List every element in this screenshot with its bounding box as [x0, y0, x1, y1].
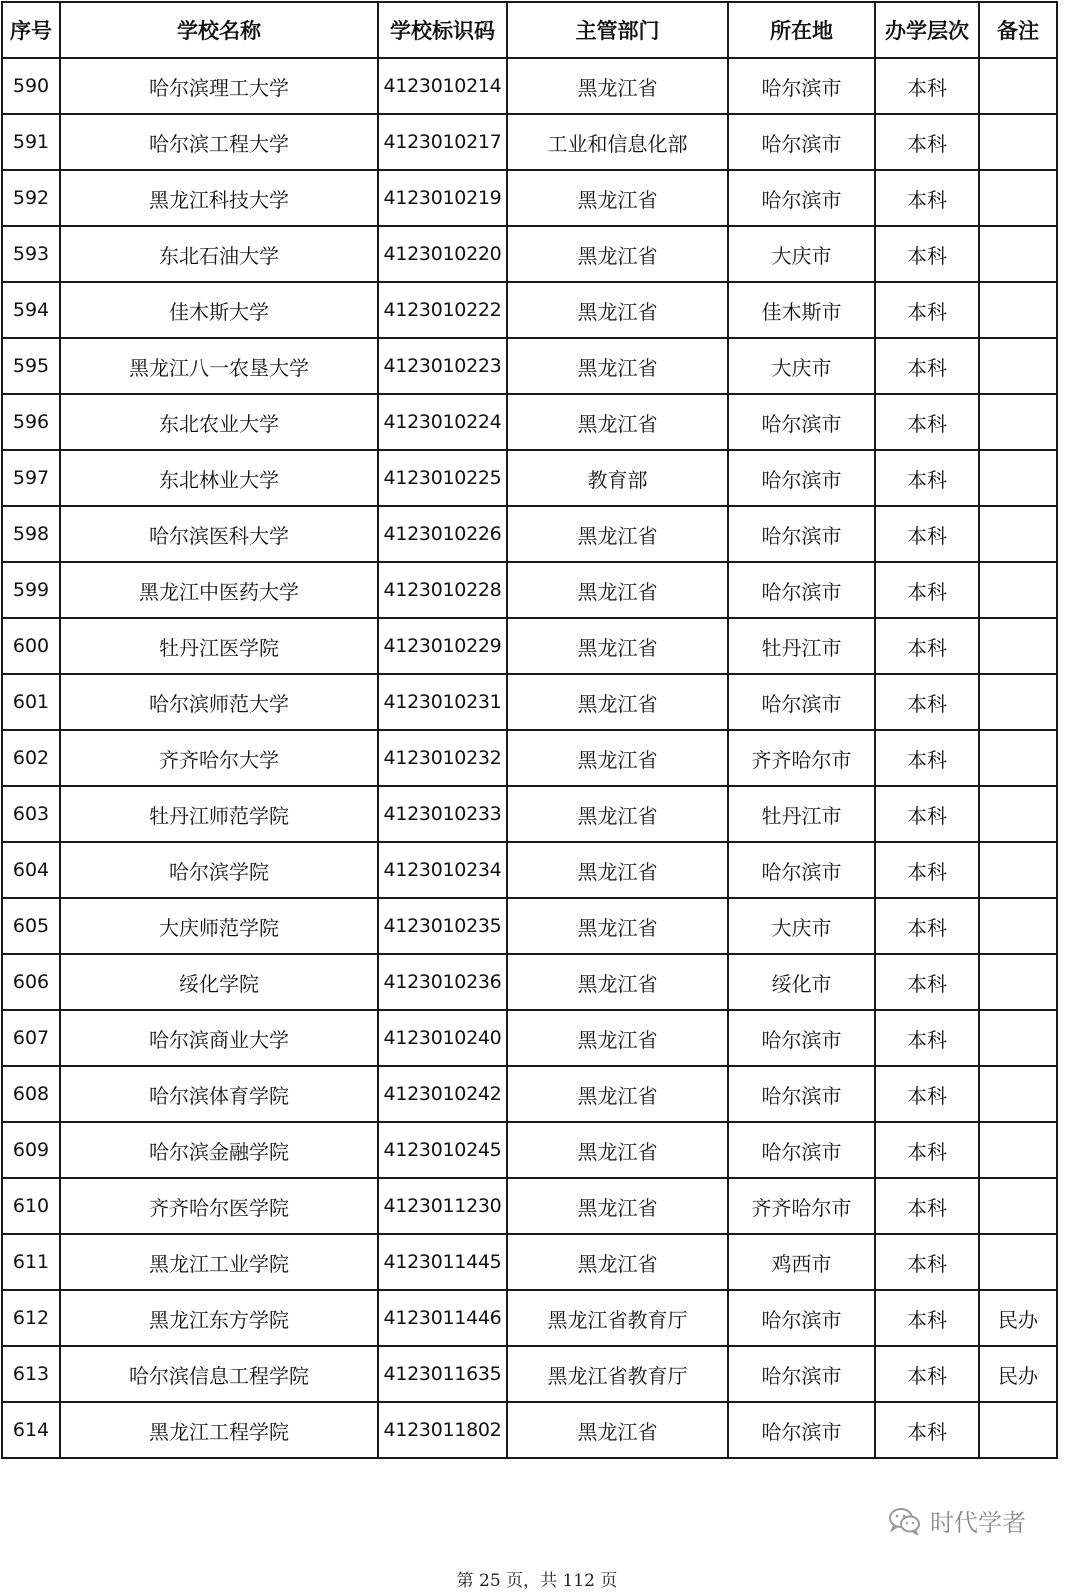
cell-remarks	[979, 1402, 1057, 1458]
cell-location: 鸡西市	[728, 1234, 875, 1290]
cell-department: 黑龙江省	[507, 58, 728, 114]
table-row	[2, 1234, 1057, 1290]
cell-index: 598	[2, 506, 60, 562]
cell-department: 黑龙江省	[507, 282, 728, 338]
cell-school-code: 4123010240	[378, 1010, 507, 1066]
cell-location: 齐齐哈尔市	[728, 1178, 875, 1234]
cell-school-name: 牡丹江医学院	[60, 618, 378, 674]
cell-index: 599	[2, 562, 60, 618]
cell-index: 592	[2, 170, 60, 226]
cell-department: 黑龙江省	[507, 170, 728, 226]
cell-level: 本科	[875, 674, 979, 730]
cell-location: 牡丹江市	[728, 618, 875, 674]
cell-remarks	[979, 562, 1057, 618]
table-body	[2, 58, 1057, 1458]
cell-level: 本科	[875, 842, 979, 898]
cell-remarks	[979, 1178, 1057, 1234]
table-row	[2, 618, 1057, 674]
cell-remarks	[979, 1122, 1057, 1178]
cell-school-code: 4123010231	[378, 674, 507, 730]
cell-department: 黑龙江省	[507, 394, 728, 450]
cell-level: 本科	[875, 170, 979, 226]
cell-school-name: 东北农业大学	[60, 394, 378, 450]
cell-school-code: 4123010214	[378, 58, 507, 114]
table-row	[2, 1290, 1057, 1346]
cell-remarks	[979, 1010, 1057, 1066]
cell-level: 本科	[875, 1234, 979, 1290]
cell-department: 黑龙江省	[507, 338, 728, 394]
cell-index: 611	[2, 1234, 60, 1290]
cell-level: 本科	[875, 1010, 979, 1066]
cell-department: 黑龙江省	[507, 562, 728, 618]
table-row	[2, 1122, 1057, 1178]
table-row	[2, 226, 1057, 282]
cell-department: 黑龙江省	[507, 506, 728, 562]
cell-level: 本科	[875, 58, 979, 114]
cell-school-name: 齐齐哈尔大学	[60, 730, 378, 786]
cell-school-name: 哈尔滨信息工程学院	[60, 1346, 378, 1402]
cell-level: 本科	[875, 506, 979, 562]
cell-remarks	[979, 1066, 1057, 1122]
cell-level: 本科	[875, 898, 979, 954]
cell-department: 黑龙江省	[507, 618, 728, 674]
cell-location: 哈尔滨市	[728, 1122, 875, 1178]
cell-school-name: 哈尔滨体育学院	[60, 1066, 378, 1122]
table-row	[2, 898, 1057, 954]
table-row	[2, 1402, 1057, 1458]
cell-remarks: 民办	[979, 1290, 1057, 1346]
cell-remarks	[979, 226, 1057, 282]
cell-index: 591	[2, 114, 60, 170]
cell-school-name: 佳木斯大学	[60, 282, 378, 338]
cell-location: 齐齐哈尔市	[728, 730, 875, 786]
cell-location: 哈尔滨市	[728, 1010, 875, 1066]
cell-level: 本科	[875, 1066, 979, 1122]
cell-school-code: 4123011635	[378, 1346, 507, 1402]
cell-index: 601	[2, 674, 60, 730]
cell-index: 603	[2, 786, 60, 842]
cell-remarks	[979, 394, 1057, 450]
cell-department: 黑龙江省	[507, 898, 728, 954]
table-row	[2, 114, 1057, 170]
cell-index: 597	[2, 450, 60, 506]
cell-location: 哈尔滨市	[728, 58, 875, 114]
cell-school-name: 绥化学院	[60, 954, 378, 1010]
cell-remarks	[979, 954, 1057, 1010]
cell-location: 大庆市	[728, 898, 875, 954]
table-row	[2, 394, 1057, 450]
cell-level: 本科	[875, 954, 979, 1010]
cell-department: 黑龙江省	[507, 1066, 728, 1122]
cell-department: 黑龙江省	[507, 1010, 728, 1066]
cell-school-name: 大庆师范学院	[60, 898, 378, 954]
university-list-table	[1, 1, 1058, 1459]
header-school-code: 学校标识码	[378, 2, 507, 58]
cell-location: 哈尔滨市	[728, 1066, 875, 1122]
cell-school-code: 4123010233	[378, 786, 507, 842]
cell-school-code: 4123010217	[378, 114, 507, 170]
cell-index: 593	[2, 226, 60, 282]
cell-department: 黑龙江省	[507, 1234, 728, 1290]
cell-location: 绥化市	[728, 954, 875, 1010]
cell-location: 哈尔滨市	[728, 842, 875, 898]
header-remarks: 备注	[979, 2, 1057, 58]
cell-school-code: 4123011445	[378, 1234, 507, 1290]
table-row	[2, 1346, 1057, 1402]
cell-index: 614	[2, 1402, 60, 1458]
cell-index: 602	[2, 730, 60, 786]
cell-level: 本科	[875, 1402, 979, 1458]
cell-location: 牡丹江市	[728, 786, 875, 842]
cell-department: 黑龙江省	[507, 1178, 728, 1234]
cell-department: 工业和信息化部	[507, 114, 728, 170]
cell-department: 黑龙江省	[507, 1402, 728, 1458]
cell-index: 607	[2, 1010, 60, 1066]
cell-school-code: 4123010228	[378, 562, 507, 618]
cell-remarks	[979, 58, 1057, 114]
cell-school-code: 4123010235	[378, 898, 507, 954]
cell-school-name: 牡丹江师范学院	[60, 786, 378, 842]
page-footer: 第 25 页，共 112 页	[456, 1571, 618, 1591]
cell-location: 哈尔滨市	[728, 450, 875, 506]
cell-location: 哈尔滨市	[728, 1346, 875, 1402]
table-row	[2, 842, 1057, 898]
header-department: 主管部门	[507, 2, 728, 58]
cell-school-code: 4123011802	[378, 1402, 507, 1458]
cell-department: 黑龙江省	[507, 226, 728, 282]
cell-index: 604	[2, 842, 60, 898]
header-index: 序号	[2, 2, 60, 58]
table-row	[2, 506, 1057, 562]
cell-school-name: 东北石油大学	[60, 226, 378, 282]
cell-level: 本科	[875, 562, 979, 618]
table-row	[2, 282, 1057, 338]
header-location: 所在地	[728, 2, 875, 58]
cell-school-name: 齐齐哈尔医学院	[60, 1178, 378, 1234]
cell-level: 本科	[875, 786, 979, 842]
table-row	[2, 674, 1057, 730]
cell-school-code: 4123010223	[378, 338, 507, 394]
table-header-row	[2, 2, 1057, 58]
cell-department: 黑龙江省	[507, 954, 728, 1010]
cell-school-code: 4123011230	[378, 1178, 507, 1234]
cell-index: 613	[2, 1346, 60, 1402]
cell-department: 黑龙江省教育厅	[507, 1290, 728, 1346]
cell-school-name: 哈尔滨金融学院	[60, 1122, 378, 1178]
cell-remarks	[979, 1234, 1057, 1290]
cell-school-name: 哈尔滨商业大学	[60, 1010, 378, 1066]
cell-location: 佳木斯市	[728, 282, 875, 338]
cell-level: 本科	[875, 730, 979, 786]
wechat-icon	[888, 1507, 922, 1535]
cell-location: 哈尔滨市	[728, 170, 875, 226]
cell-school-code: 4123010245	[378, 1122, 507, 1178]
cell-department: 黑龙江省	[507, 730, 728, 786]
cell-remarks	[979, 898, 1057, 954]
cell-location: 哈尔滨市	[728, 506, 875, 562]
cell-index: 590	[2, 58, 60, 114]
cell-level: 本科	[875, 114, 979, 170]
cell-school-code: 4123010232	[378, 730, 507, 786]
cell-school-name: 哈尔滨理工大学	[60, 58, 378, 114]
cell-index: 612	[2, 1290, 60, 1346]
cell-level: 本科	[875, 394, 979, 450]
cell-department: 黑龙江省	[507, 842, 728, 898]
cell-remarks	[979, 842, 1057, 898]
cell-index: 610	[2, 1178, 60, 1234]
cell-remarks	[979, 786, 1057, 842]
table-row	[2, 954, 1057, 1010]
cell-school-name: 黑龙江科技大学	[60, 170, 378, 226]
cell-location: 大庆市	[728, 338, 875, 394]
cell-remarks	[979, 170, 1057, 226]
cell-level: 本科	[875, 618, 979, 674]
cell-department: 教育部	[507, 450, 728, 506]
cell-location: 哈尔滨市	[728, 114, 875, 170]
table-row	[2, 730, 1057, 786]
table-row	[2, 562, 1057, 618]
cell-location: 大庆市	[728, 226, 875, 282]
cell-level: 本科	[875, 1290, 979, 1346]
cell-school-name: 黑龙江工业学院	[60, 1234, 378, 1290]
cell-school-code: 4123011446	[378, 1290, 507, 1346]
cell-location: 哈尔滨市	[728, 394, 875, 450]
cell-school-code: 4123010236	[378, 954, 507, 1010]
table-row	[2, 58, 1057, 114]
table-row	[2, 338, 1057, 394]
cell-remarks	[979, 506, 1057, 562]
cell-index: 606	[2, 954, 60, 1010]
cell-level: 本科	[875, 226, 979, 282]
cell-school-name: 黑龙江八一农垦大学	[60, 338, 378, 394]
table-row	[2, 1178, 1057, 1234]
cell-school-name: 东北林业大学	[60, 450, 378, 506]
cell-school-code: 4123010220	[378, 226, 507, 282]
cell-level: 本科	[875, 1178, 979, 1234]
cell-school-name: 哈尔滨医科大学	[60, 506, 378, 562]
cell-index: 609	[2, 1122, 60, 1178]
cell-remarks	[979, 282, 1057, 338]
cell-remarks	[979, 674, 1057, 730]
cell-school-name: 黑龙江中医药大学	[60, 562, 378, 618]
cell-index: 605	[2, 898, 60, 954]
cell-remarks	[979, 114, 1057, 170]
cell-level: 本科	[875, 282, 979, 338]
cell-remarks: 民办	[979, 1346, 1057, 1402]
cell-level: 本科	[875, 1346, 979, 1402]
cell-remarks	[979, 618, 1057, 674]
watermark-text: 时代学者	[930, 1509, 1026, 1537]
cell-department: 黑龙江省	[507, 786, 728, 842]
cell-department: 黑龙江省教育厅	[507, 1346, 728, 1402]
cell-remarks	[979, 338, 1057, 394]
cell-school-code: 4123010222	[378, 282, 507, 338]
table-row	[2, 170, 1057, 226]
wechat-watermark	[888, 1503, 1026, 1538]
cell-school-name: 哈尔滨工程大学	[60, 114, 378, 170]
cell-remarks	[979, 730, 1057, 786]
cell-level: 本科	[875, 1122, 979, 1178]
cell-school-name: 黑龙江工程学院	[60, 1402, 378, 1458]
cell-school-code: 4123010234	[378, 842, 507, 898]
cell-school-code: 4123010225	[378, 450, 507, 506]
table-row	[2, 450, 1057, 506]
cell-location: 哈尔滨市	[728, 1402, 875, 1458]
cell-school-name: 哈尔滨学院	[60, 842, 378, 898]
cell-level: 本科	[875, 338, 979, 394]
cell-school-code: 4123010242	[378, 1066, 507, 1122]
cell-level: 本科	[875, 450, 979, 506]
table-row	[2, 786, 1057, 842]
cell-remarks	[979, 450, 1057, 506]
cell-index: 594	[2, 282, 60, 338]
cell-department: 黑龙江省	[507, 1122, 728, 1178]
cell-location: 哈尔滨市	[728, 674, 875, 730]
cell-index: 596	[2, 394, 60, 450]
header-school-name: 学校名称	[60, 2, 378, 58]
cell-location: 哈尔滨市	[728, 562, 875, 618]
cell-school-name: 哈尔滨师范大学	[60, 674, 378, 730]
cell-school-name: 黑龙江东方学院	[60, 1290, 378, 1346]
cell-school-code: 4123010219	[378, 170, 507, 226]
table-row	[2, 1010, 1057, 1066]
header-level: 办学层次	[875, 2, 979, 58]
cell-index: 595	[2, 338, 60, 394]
cell-school-code: 4123010226	[378, 506, 507, 562]
cell-index: 600	[2, 618, 60, 674]
cell-department: 黑龙江省	[507, 674, 728, 730]
cell-location: 哈尔滨市	[728, 1290, 875, 1346]
cell-school-code: 4123010224	[378, 394, 507, 450]
table-row	[2, 1066, 1057, 1122]
cell-index: 608	[2, 1066, 60, 1122]
cell-school-code: 4123010229	[378, 618, 507, 674]
